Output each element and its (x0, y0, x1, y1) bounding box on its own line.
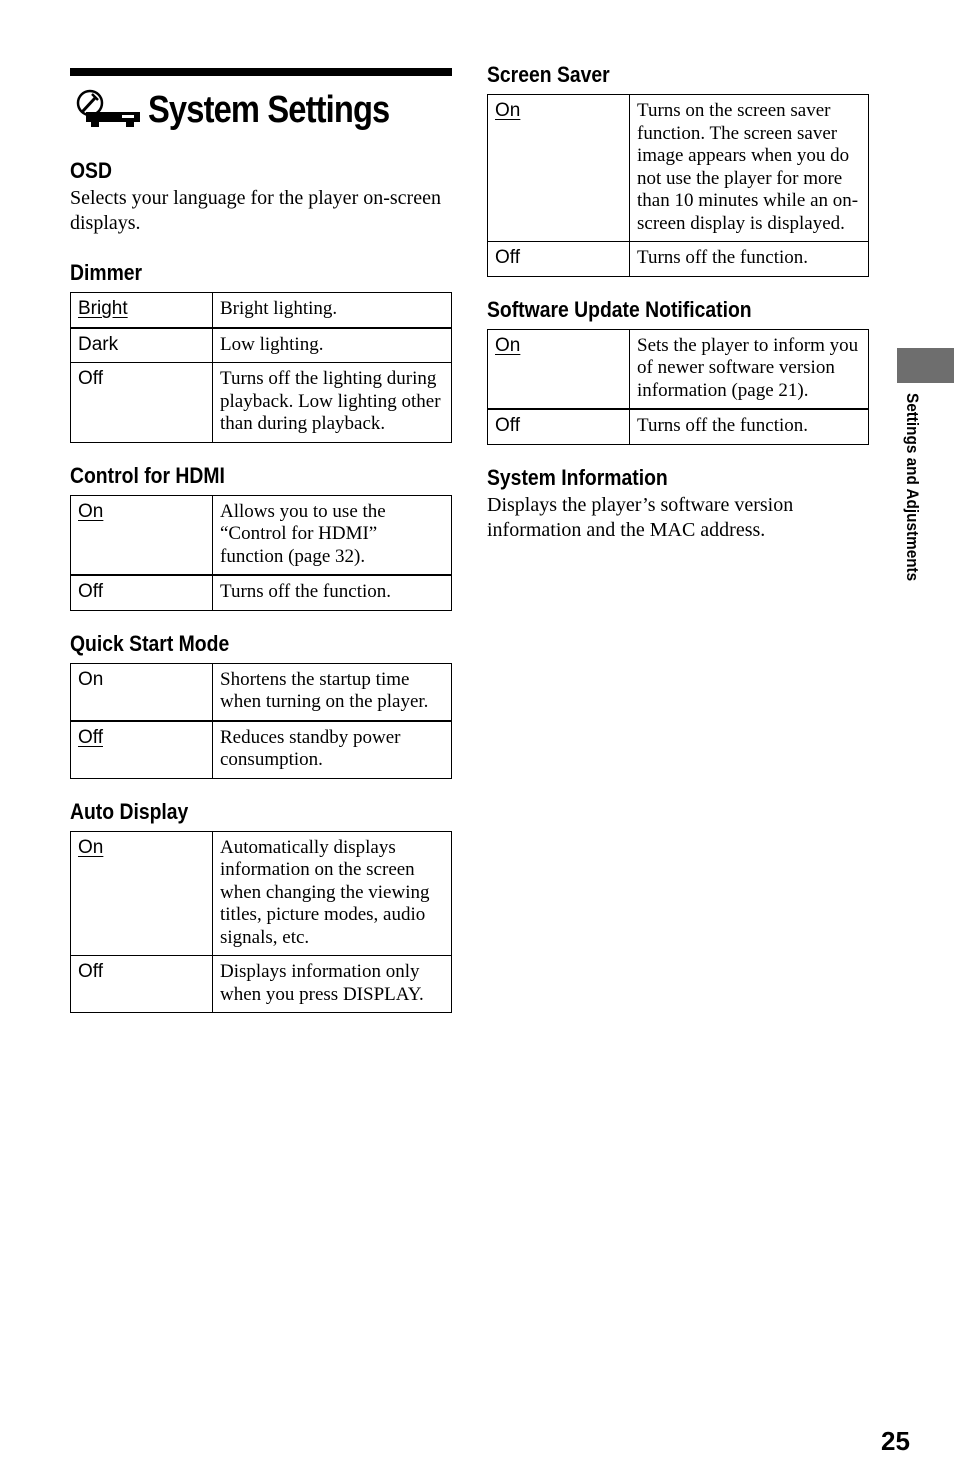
table-row (488, 242, 869, 277)
quick-start-heading: Quick Start Mode (70, 630, 230, 656)
system-info-description: Displays the player’s software version information and the MAC address. (487, 493, 794, 541)
option-description: Turns off the lighting during playback. Low lighting other than during playback. (213, 363, 452, 443)
option-description: Bright lighting. (213, 293, 452, 328)
option-description: Allows you to use the “Control for HDMI” function (page 32). (213, 495, 452, 575)
option-name: Off (488, 242, 630, 277)
osd-description: Selects your language for the player on-screen displays. (70, 187, 441, 234)
option-name: Off (71, 956, 213, 1013)
option-description: Displays information only when you press DISPLAY. (213, 956, 452, 1013)
option-description: Reduces standby power consumption. (213, 721, 452, 779)
option-description: Turns off the function. (630, 409, 869, 444)
option-name: On (71, 663, 213, 721)
dimmer-heading: Dimmer (70, 260, 143, 285)
table-row (71, 663, 452, 721)
title-row (70, 86, 452, 134)
page-title: System Settings (148, 88, 390, 131)
option-name: Off (78, 726, 103, 748)
control-hdmi-section (70, 463, 452, 611)
table-row (71, 831, 452, 956)
auto-display-table (70, 831, 452, 1014)
right-column (487, 62, 869, 543)
auto-display-heading: Auto Display (70, 798, 189, 824)
software-update-heading: Software Update Notification (487, 296, 752, 322)
table-row (71, 956, 452, 1013)
option-description: Shortens the startup time when turning on the player. (213, 663, 452, 721)
option-description: Turns off the function. (213, 575, 452, 610)
osd-section (70, 158, 452, 236)
table-row (71, 328, 452, 363)
software-update-section (487, 297, 869, 445)
quick-start-table (70, 663, 452, 779)
control-hdmi-table (70, 495, 452, 611)
quick-start-section (70, 631, 452, 779)
system-info-heading: System Information (487, 464, 668, 490)
table-row (488, 409, 869, 444)
left-column (70, 68, 452, 1013)
chapter-tab-marker (897, 348, 954, 383)
option-description: Turns on the screen saver function. The screen saver image appears when you do not use the player for more than 10 minutes while an on-screen display is displayed. (630, 95, 869, 242)
auto-display-section (70, 799, 452, 1014)
option-name: Dark (71, 328, 213, 363)
option-description: Low lighting. (213, 328, 452, 363)
osd-heading: OSD (70, 158, 112, 183)
option-name: On (78, 500, 104, 522)
table-row (488, 95, 869, 242)
settings-wrench-icon (70, 86, 144, 134)
system-info-section (487, 465, 869, 543)
table-row (488, 329, 869, 409)
table-row (71, 363, 452, 443)
option-name: On (78, 836, 104, 858)
screen-saver-section (487, 62, 869, 277)
chapter-tab-label: Settings and Adjustments (903, 393, 922, 582)
dimmer-table (70, 292, 452, 443)
option-name: On (495, 334, 521, 356)
screen-saver-heading: Screen Saver (487, 62, 610, 87)
software-update-table (487, 329, 869, 445)
option-name: Off (71, 575, 213, 610)
control-hdmi-heading: Control for HDMI (70, 462, 225, 488)
table-row (71, 721, 452, 779)
option-description: Sets the player to inform you of newer software version information (page 21). (630, 329, 869, 409)
title-rule (70, 68, 452, 76)
option-name: On (495, 100, 521, 121)
table-row (71, 495, 452, 575)
screen-saver-table (487, 94, 869, 277)
page-number: 25 (881, 1426, 910, 1456)
option-description: Automatically displays information on the screen when changing the viewing titles, picture modes, audio signals, etc. (213, 831, 452, 956)
option-name: Bright (78, 298, 128, 319)
option-description: Turns off the function. (630, 242, 869, 277)
option-name: Off (71, 363, 213, 443)
option-name: Off (488, 409, 630, 444)
dimmer-section (70, 260, 452, 443)
table-row (71, 293, 452, 328)
table-row (71, 575, 452, 610)
